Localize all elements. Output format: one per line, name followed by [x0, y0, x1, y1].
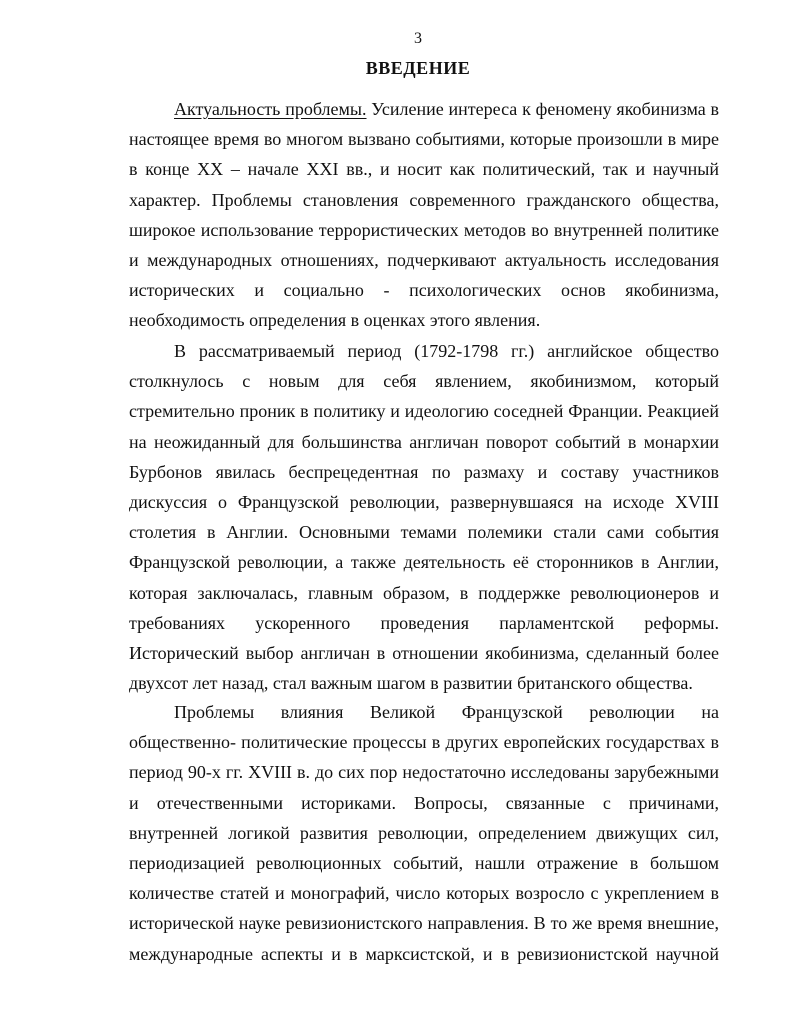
text-line: внутренней логикой развития революции, определением движущих сил, [129, 822, 719, 843]
text-line: характер. Проблемы становления современного гражданского общества, [129, 189, 719, 210]
text-line: исторической науке ревизионистского направления. В то же время внешние, [129, 913, 719, 934]
text-fragment: Усиление интереса к феномену якобинизма в [366, 99, 720, 119]
text-line: Исторический выбор англичан в отношении якобинизма, сделанный более [129, 642, 719, 663]
paragraph-relevance [129, 94, 719, 336]
text-line: количестве статей и монографий, число которых возросло с укреплением в [129, 883, 719, 904]
text-line: международные аспекты и в марксистской, и в ревизионистской научной [129, 943, 719, 964]
text-line: в конце XX – начале XXI вв., и носит как политический, так и научный [129, 159, 719, 180]
text-line: столкнулось с новым для себя явлением, якобинизмом, который [129, 371, 719, 392]
text-line: двухсот лет назад, стал важным шагом в развитии британского общества. [129, 673, 693, 694]
text-line: Бурбонов явилась беспрецедентная по размаху и составу участников [129, 461, 719, 482]
text-line: и отечественными историками. Вопросы, связанные с причинами, [129, 792, 719, 813]
paragraph-influence [129, 697, 719, 969]
text-line: на неожиданный для большинства англичан поворот событий в монархии [129, 431, 719, 452]
text-line: общественно- политические процессы в других европейских государствах в [129, 732, 719, 753]
text-line: дискуссия о Французской революции, развернувшаяся на исходе XVIII [129, 491, 719, 512]
text-line: настоящее время во многом вызвано событиями, которые произошли в мире [129, 129, 719, 150]
text-line: периодизацией революционных событий, нашли отражение в большом [129, 852, 719, 873]
text-line: широкое использование террористических методов во внутренней политике [129, 219, 719, 240]
relevance-label: Актуальность проблемы. [174, 99, 367, 119]
text-line: стремительно проник в политику и идеологию соседней Франции. Реакцией [129, 401, 719, 422]
text-line: требованиях ускоренного проведения парламентской реформы. [129, 612, 719, 633]
page-number: 3 [414, 30, 422, 47]
text-line: необходимость определения в оценках этого явления. [129, 310, 541, 331]
text-line: столетия в Англии. Основными темами полемики стали сами события [129, 522, 719, 543]
text-line: В рассматриваемый период (1792-1798 гг.) английское общество [174, 341, 719, 361]
text-line: которая заключалась, главным образом, в поддержке революционеров и [129, 582, 719, 603]
text-line: Проблемы влияния Великой Французской революции на [174, 702, 719, 722]
section-heading: ВВЕДЕНИЕ [365, 58, 471, 78]
text-line: Французской революции, а также деятельность её сторонников в Англии, [129, 552, 719, 573]
text-line: период 90-х гг. XVIII в. до сих пор недостаточно исследованы зарубежными [129, 762, 719, 783]
text-line: исторических и социально - психологических основ якобинизма, [129, 280, 719, 301]
text-line: и международных отношениях, подчеркивают актуальность исследования [129, 249, 719, 270]
paragraph-period [129, 336, 719, 698]
text-line [129, 94, 719, 124]
